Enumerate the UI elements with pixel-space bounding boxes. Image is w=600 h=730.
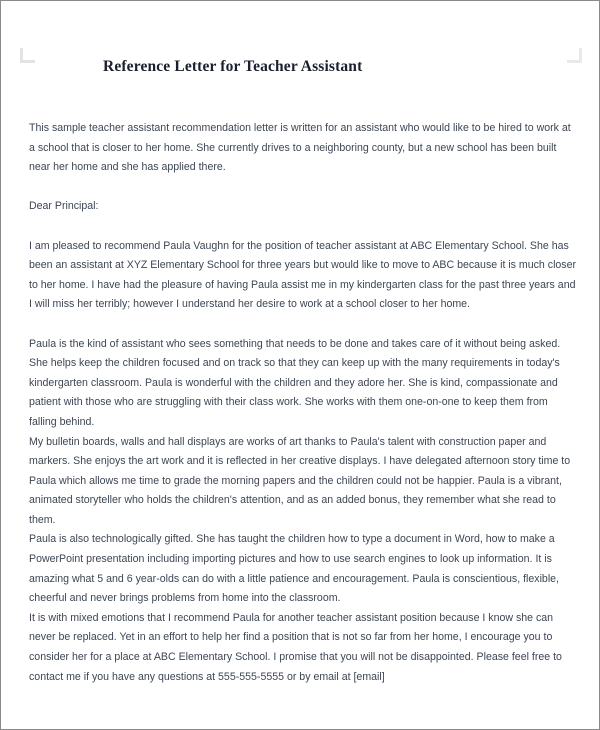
paragraph-technology-skills: Paula is also technologically gifted. She has taught the children how to type a document in Word, how to make a PowerPoint presentation including importing pictures and how to use search engines to look up information. It is amazing what 5 and 6 year-olds can do with a little patience and encouragement. Paula is conscientious, flexible, cheerful and never brings problems from home into the classroom. xyxy=(29,533,560,605)
paragraph-intro: This sample teacher assistant recommendation letter is written for an assistant who would like to be hired to work at a school that is closer to her home. She currently drives to a neighboring county, but a new school has been built near her home and she has applied there. xyxy=(29,122,571,174)
paragraph-work-ethic: Paula is the kind of assistant who sees something that needs to be done and takes care of it without being asked. She helps keep the children focused and on track so that they can keep up with the many requirements in today's kindergarten classroom. Paula is wonderful with the children and they adore her. She is kind, compassionate and patient with those who are struggling with their class work. She works with them one-on-one to keep them from falling behind. xyxy=(29,337,561,428)
crop-mark-top-right-icon xyxy=(567,48,582,63)
paragraph-closing: It is with mixed emotions that I recommend Paula for another teacher assistant position because I know she can never be replaced. Yet in an effort to help her find a position that is not so far from her home, I encourage you to consider her for a place at ABC Elementary School. I promise that you will not be disappointed. Please feel free to contact me if you have any questions at 555-555-5555 or by email at [email] xyxy=(29,611,562,683)
paragraph-salutation: Dear Principal: xyxy=(29,200,99,213)
page-title: Reference Letter for Teacher Assistant xyxy=(103,58,363,75)
paragraph-creative-displays: My bulletin boards, walls and hall displays are works of art thanks to Paula's talent with construction paper and markers. She enjoys the art work and it is reflected in her creative displays. I have delegated afternoon story time to Paula which allows me time to grade the morning papers and the children could not be happier. Paula is a vibrant, animated storyteller who holds the children's attention, and as an added bonus, they remember what she read to them. xyxy=(29,435,571,526)
letter-body xyxy=(29,119,577,687)
paragraph-recommendation-opening: I am pleased to recommend Paula Vaughn for the position of teacher assistant at ABC Elementary School. She has been an assistant at XYZ Elementary School for three years but would like to move to ABC because it is much closer to her home. I have had the pleasure of having Paula assist me in my kindergarten class for the past three years and I will miss her terribly; however I understand her desire to work at a school closer to her home. xyxy=(29,239,577,311)
crop-mark-top-left-icon xyxy=(20,48,35,63)
